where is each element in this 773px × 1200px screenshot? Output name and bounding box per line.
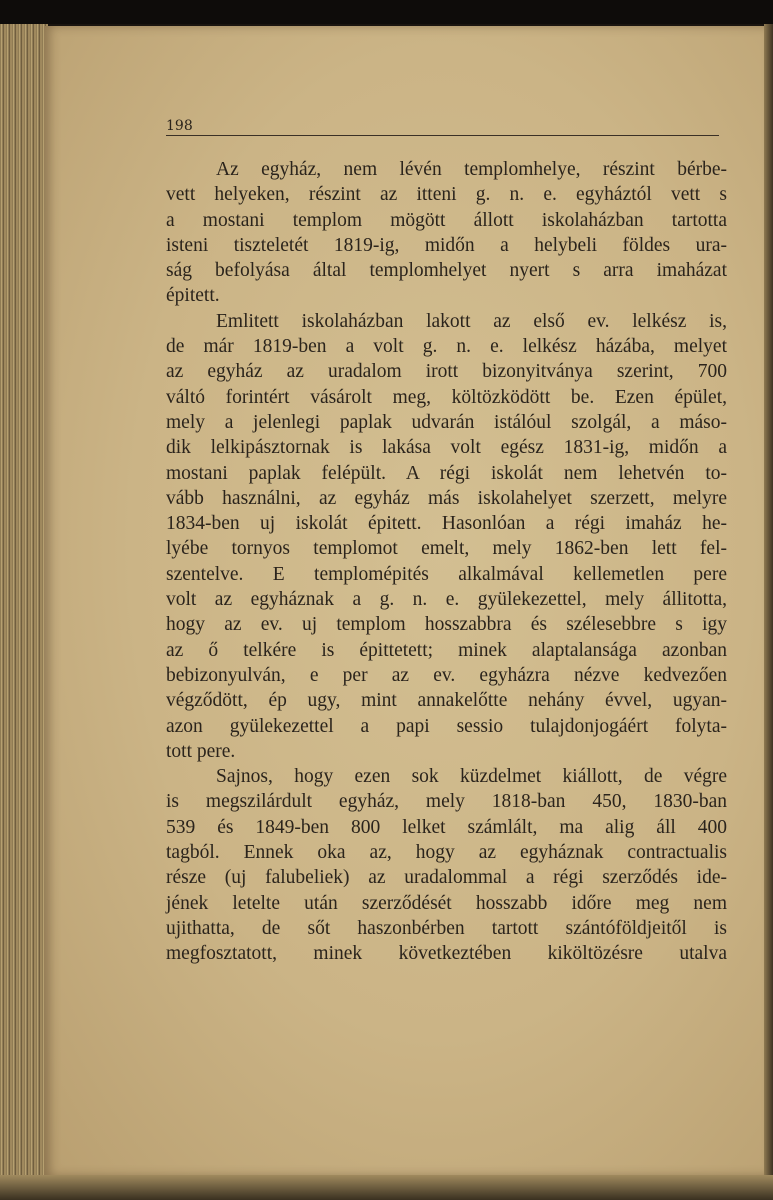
text-line: mostani paplak felépült. A régi iskolát nem lehetvén to-: [166, 462, 727, 484]
text-line: is megszilárdult egyház, mely 1818-ban 450, 1830-ban: [166, 791, 727, 813]
paragraph: [166, 764, 727, 966]
paragraph: [166, 157, 727, 309]
text-line: tott pere.: [166, 740, 236, 762]
stacked-page-edges: [0, 24, 48, 1200]
text-line: ujithatta, de sőt haszonbérben tartott szántóföldjeitől is: [166, 917, 727, 939]
text-line: 539 és 1849-ben 800 lelket számlált, ma alig áll 400: [166, 816, 727, 838]
text-line: épitett.: [166, 285, 220, 307]
text-line: vett helyeken, részint az itteni g. n. e. egyháztól vett s: [166, 184, 727, 206]
text-line: Az egyház, nem lévén templomhelye, részint bérbe-: [216, 159, 727, 180]
text-line: 1834-ben uj iskolát épitett. Hasonlóan a régi imaház he-: [166, 513, 727, 535]
text-line: Emlitett iskolaházban lakott az első ev. lelkész is,: [216, 310, 727, 332]
text-line: isteni tiszteletét 1819-ig, midőn a helybeli földes ura-: [166, 234, 727, 256]
text-line: vább használni, az egyház más iskolahelyet szerzett, melyre: [166, 487, 727, 509]
text-line: megfosztatott, minek következtében kiköltözésre utalva: [166, 943, 727, 965]
page-number: 198: [166, 118, 193, 134]
text-line: hogy az ev. uj templom hosszabbra és szélesebbre s igy: [166, 614, 727, 636]
page-right-edge: [764, 24, 773, 1200]
text-line: dik lelkipásztornak is lakása volt egész 1831-ig, midőn a: [166, 437, 727, 459]
page-bottom-edge: [0, 1175, 773, 1200]
text-line: a mostani templom mögött állott iskolaházban tartotta: [166, 209, 727, 231]
text-line: jének letelte után szerződését hosszabb időre meg nem: [166, 892, 727, 914]
text-line: tagból. Ennek oka az, hogy az egyháznak contractualis: [166, 842, 727, 864]
text-line: azon gyülekezettel a papi sessio tulajdonjogáért folyta-: [166, 715, 727, 737]
text-line: része (uj falubeliek) az uradalommal a régi szerződés ide-: [166, 867, 727, 889]
text-line: Sajnos, hogy ezen sok küzdelmet kiállott, de végre: [216, 766, 727, 788]
text-line: váltó forintért vásárolt meg, költözködött be. Ezen épület,: [166, 386, 727, 408]
text-line: lyébe tornyos templomot emelt, mely 1862-ben lett fel-: [166, 538, 727, 560]
text-line: volt az egyháznak a g. n. e. gyülekezettel, mely állitotta,: [166, 589, 727, 611]
text-line: szentelve. E templomépités alkalmával kellemetlen pere: [166, 563, 727, 585]
text-line: bebizonyulván, e per az ev. egyházra nézve kedvezően: [166, 664, 727, 686]
scanner-top-border: [0, 0, 773, 24]
text-line: végződött, ép ugy, mint annakelőtte nehány évvel, ugyan-: [166, 690, 727, 712]
header-rule: [166, 135, 719, 136]
paragraph: [166, 309, 727, 764]
body-text: [166, 157, 727, 967]
text-line: mely a jelenlegi paplak udvarán istálóul szolgál, a máso-: [166, 411, 727, 433]
text-line: ság befolyása által templomhelyet nyert s arra imaházat: [166, 260, 727, 282]
text-line: az egyház az uradalom irott bizonyitványa szerint, 700: [166, 361, 727, 383]
text-line: de már 1819-ben a volt g. n. e. lelkész házába, melyet: [166, 336, 727, 358]
text-line: az ő telkére is épittetett; minek alaptalansága azonban: [166, 639, 727, 661]
